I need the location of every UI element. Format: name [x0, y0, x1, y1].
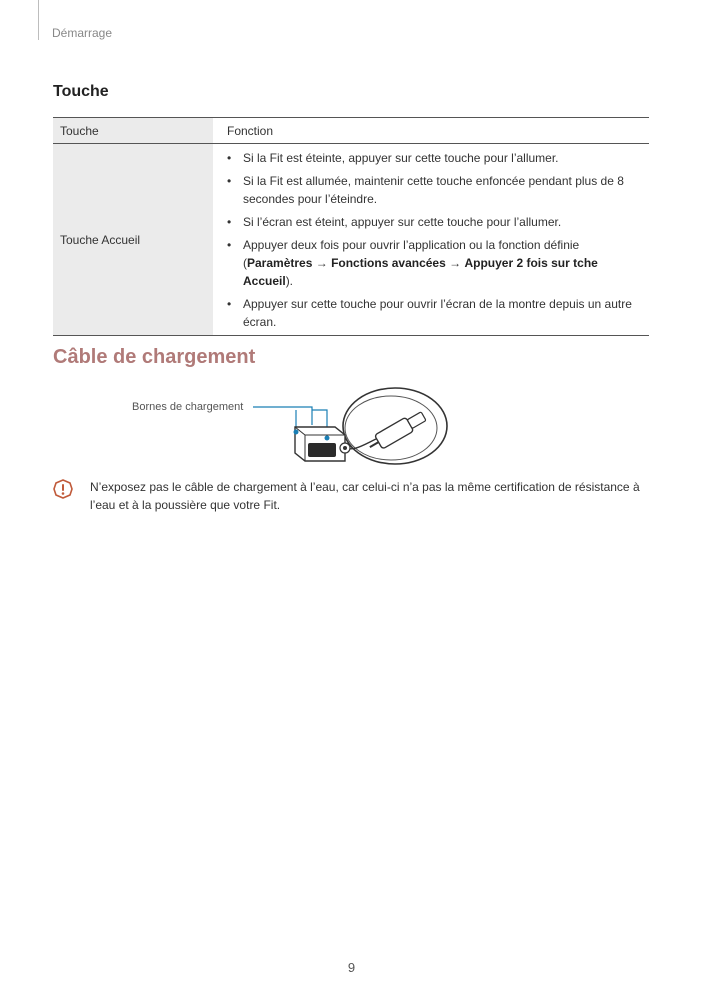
- terminal-dot: [325, 436, 330, 441]
- section-title: Touche: [53, 83, 109, 100]
- table-row: [53, 144, 649, 336]
- list-item: • Appuyer sur cette touche pour ouvrir l’écran de la montre depuis un autre écran.: [227, 297, 632, 329]
- header-divider: [38, 0, 39, 40]
- caution-icon: [53, 479, 73, 499]
- page-number: 9: [347, 960, 356, 975]
- table-cell-functions: [213, 144, 649, 336]
- bullet: •: [227, 151, 232, 165]
- menu-path-parametres: Paramètres: [247, 256, 313, 270]
- charging-cable-title: Câble de chargement: [53, 346, 256, 368]
- table-cell-key: Touche Accueil: [53, 144, 213, 336]
- menu-path-appuyer-2-fois: Appuyer 2 fois sur tche Accueil: [243, 256, 598, 288]
- list-item: • Si la Fit est éteinte, appuyer sur cette touche pour l’allumer.: [227, 151, 559, 165]
- warning-text: N’exposez pas le câble de chargement à l’eau, car celui-ci n’a pas la même certification de résistance à l’eau et à la poussière que votre Fit.: [90, 480, 640, 512]
- header-section: Démarrage: [52, 26, 113, 40]
- callout-line: [253, 407, 312, 425]
- charger-cradle-icon: [295, 427, 350, 461]
- table-header-touche: Touche: [53, 118, 213, 144]
- table-header-row: [53, 118, 649, 144]
- bullet: •: [227, 238, 232, 252]
- list-item: • Appuyer deux fois pour ouvrir l’application ou la fonction définie (Paramètres → Fonctions avancées → Appuyer 2 fois sur tche Accueil).: [227, 238, 598, 288]
- terminal-dot: [294, 430, 299, 435]
- list-item: • Si la Fit est allumée, maintenir cette touche enfoncée pendant plus de 8 secondes pour l’éteindre.: [227, 174, 624, 206]
- charging-cable-illustration: [245, 383, 455, 473]
- charging-terminals-label: Bornes de chargement: [132, 401, 244, 413]
- menu-path-fonctions-avancees: Fonctions avancées: [331, 256, 446, 270]
- usb-plug-icon: [366, 409, 428, 454]
- bullet: •: [227, 215, 232, 229]
- table-header-fonction: Fonction: [213, 118, 649, 144]
- bullet: •: [227, 297, 232, 311]
- function-list: [227, 149, 648, 331]
- bullet: •: [227, 174, 232, 188]
- list-item: • Si l’écran est éteint, appuyer sur cette touche pour l’allumer.: [227, 215, 562, 229]
- key-function-table: [53, 117, 649, 336]
